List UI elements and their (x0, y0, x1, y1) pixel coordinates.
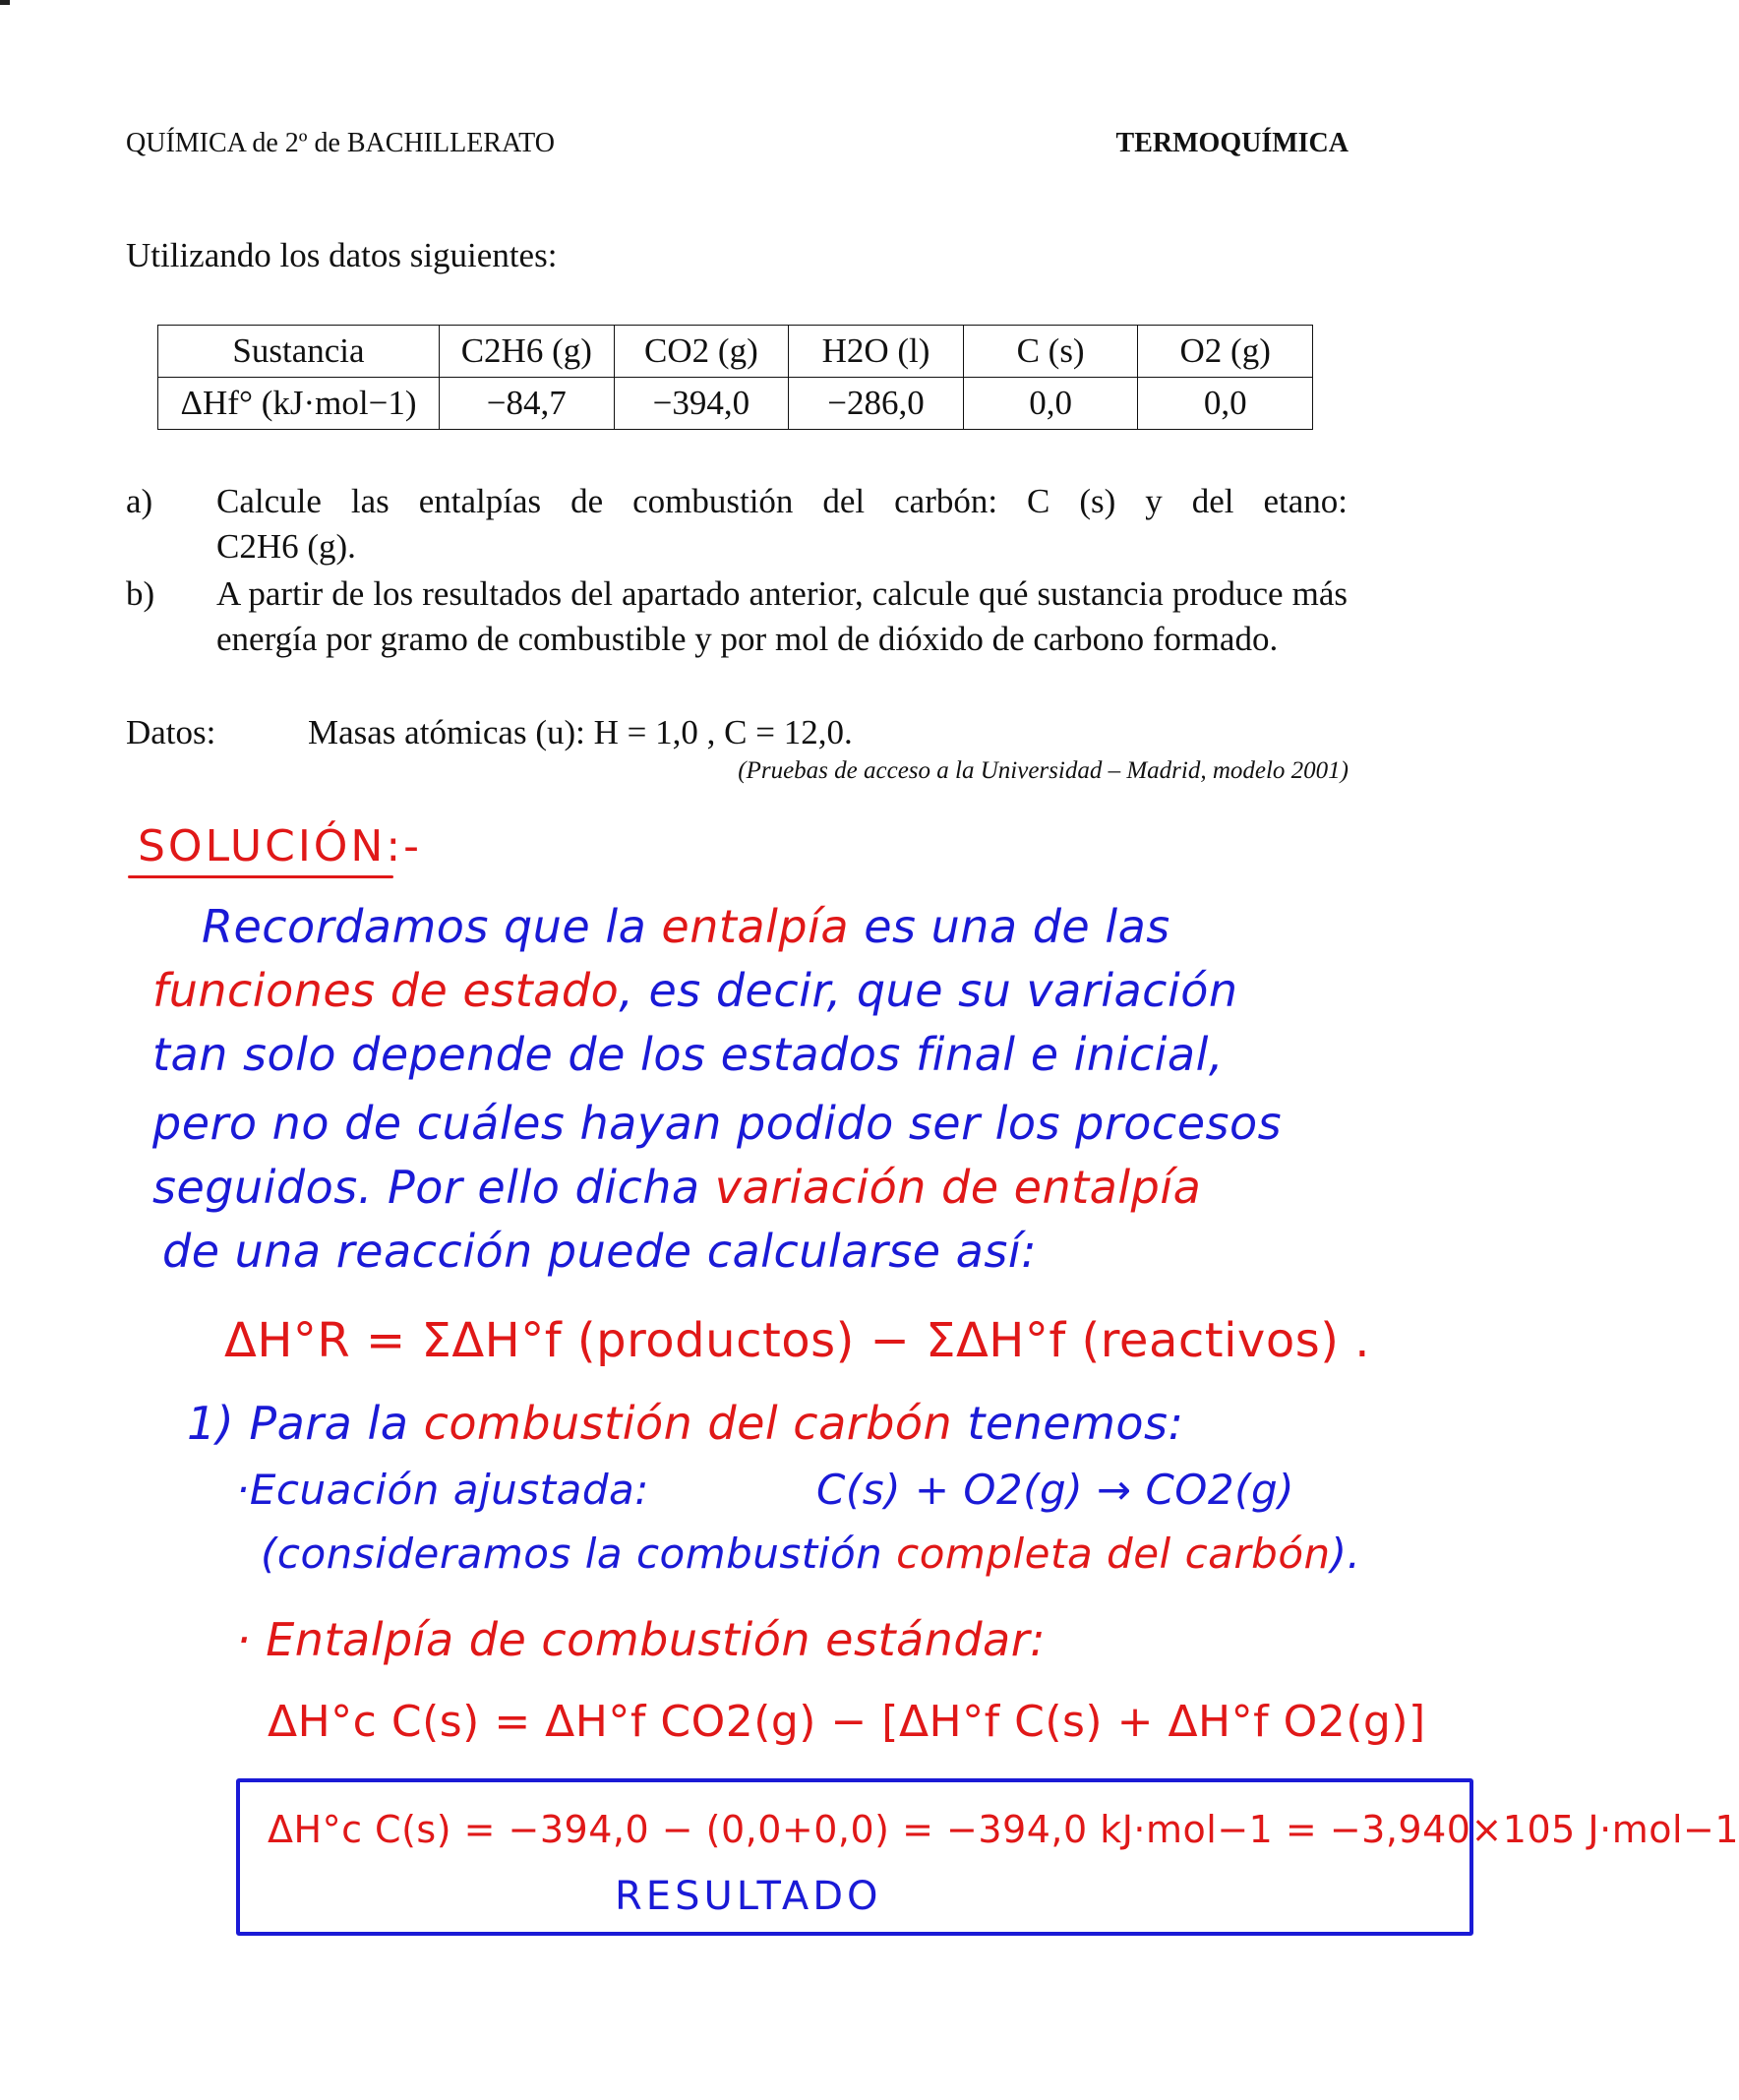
table-header-cell: C2H6 (g) (440, 326, 615, 378)
question-b (126, 571, 1346, 709)
question-text: C2H6 (g). (216, 527, 356, 566)
table-header-cell: C (s) (963, 326, 1138, 378)
table-row (158, 378, 1313, 430)
solution-step-1: 1) Para la combustión del carbón tenemos: (187, 1397, 1184, 1450)
formula-combustion-carbon: ΔH°c C(s) = ΔH°f CO2(g) − [ΔH°f C(s) + ΔH°f O2(g)] (268, 1697, 1426, 1747)
solution-underline (128, 875, 393, 878)
header-topic: TERMOQUÍMICA (1115, 128, 1349, 158)
solution-line: tan solo depende de los estados final e inicial, (152, 1028, 1225, 1081)
table-cell: 0,0 (1138, 378, 1313, 430)
table-header-cell: CO2 (g) (614, 326, 789, 378)
standard-enthalpy-label: · Entalpía de combustión estándar: (236, 1613, 1047, 1666)
solution-line: Recordamos que la entalpía es una de las (202, 900, 1170, 953)
result-formula: ΔH°c C(s) = −394,0 − (0,0+0,0) = −394,0 kJ·mol−1 = −3,940×105 J·mol−1 (268, 1808, 1739, 1851)
consideration-line: (consideramos la combustión completa del carbón). (261, 1530, 1361, 1578)
result-label: RESULTADO (615, 1874, 882, 1919)
solution-line: pero no de cuáles hayan podido ser los procesos (152, 1097, 1283, 1150)
table-cell: −394,0 (614, 378, 789, 430)
equation-label: ·Ecuación ajustada: (236, 1466, 649, 1514)
table-header-cell: Sustancia (158, 326, 440, 378)
header-course: QUÍMICA de 2º de BACHILLERATO (126, 128, 555, 158)
table-row-label: ΔHf° (kJ·mol−1) (158, 378, 440, 430)
datos-label: Datos: (126, 713, 216, 751)
question-text: Calcule las entalpías de combustión del carbón: C (s) y del etano: (216, 482, 1348, 520)
formula-reaction-enthalpy: ΔH°R = ΣΔH°f (productos) − ΣΔH°f (reactivos) . (224, 1313, 1370, 1368)
balanced-equation: C(s) + O2(g) → CO2(g) (816, 1466, 1295, 1514)
source-citation: (Pruebas de acceso a la Universidad – Madrid, modelo 2001) (738, 757, 1349, 784)
question-a (126, 479, 1346, 570)
question-label: b) (126, 574, 155, 613)
solution-title: SOLUCIÓN:- (138, 821, 423, 871)
table-header-row (158, 326, 1313, 378)
table-header-cell: H2O (l) (789, 326, 964, 378)
solution-line: funciones de estado, es decir, que su variación (152, 964, 1238, 1017)
table-header-cell: O2 (g) (1138, 326, 1313, 378)
enthalpy-table (157, 325, 1313, 430)
solution-line: seguidos. Por ello dicha variación de entalpía (152, 1161, 1202, 1214)
scan-corner-mark (0, 0, 10, 5)
intro-text: Utilizando los datos siguientes: (126, 236, 558, 274)
table-cell: −84,7 (440, 378, 615, 430)
table-cell: 0,0 (963, 378, 1138, 430)
datos (126, 713, 853, 752)
solution-line: de una reacción puede calcularse así: (162, 1225, 1038, 1278)
question-text: A partir de los resultados del apartado anterior, calcule qué sustancia produce más energía por gramo de combustible y por mol de dióxido de carbono formado. (216, 574, 1348, 658)
question-label: a) (126, 482, 153, 520)
table-cell: −286,0 (789, 378, 964, 430)
datos-value: Masas atómicas (u): H = 1,0 , C = 12,0. (308, 713, 853, 751)
